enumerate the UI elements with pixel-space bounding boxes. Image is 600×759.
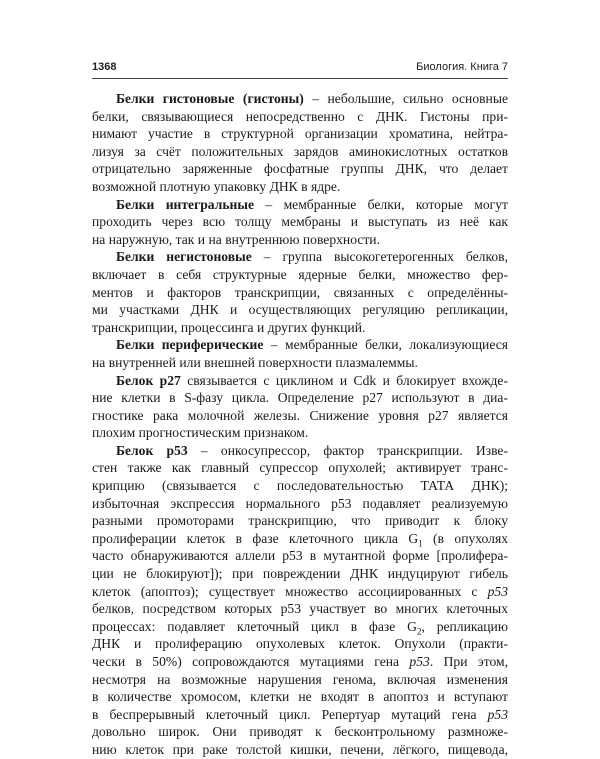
entry-term: Белок р53 xyxy=(116,442,188,458)
page-number: 1368 xyxy=(92,61,117,73)
entry-histones: Белки гистоновые (гистоны) – небольшие, сильно основные белки, связывающиеся непосредственно с ДНК. Гистоны при- нимают участие в структурной организации хроматина, нейтра- лизуя за счёт положительных зарядов аминокислотных остатков отрицательно заряженные фосфатные группы ДНК, что делает возможной плотную упаковку ДНК в ядре. xyxy=(92,91,508,194)
page-body xyxy=(92,90,508,759)
header-rule xyxy=(92,78,508,79)
running-header xyxy=(92,61,508,79)
entry-term: Белки периферические xyxy=(116,337,264,353)
book-title: Биология. Книга 7 xyxy=(416,61,508,73)
entry-p27: Белок р27 связывается с циклином и Cdk и блокирует вхожде- ние клетки в S-фазу цикла. Определение p27 используют в диа- гностике рака молочной железы. Снижение уровня p27 является плохим прогностическим признаком. xyxy=(92,372,508,441)
entry-nonhistone: Белки негистоновые – группа высокогетерогенных белков, включает в себя структурные ядерные белки, множество фер- ментов и факторов транскрипции, связанных с определённы- ми участками ДНК и осуществляющих регуляцию репликации, транскрипции, процессинга и других функций. xyxy=(92,249,508,335)
entry-term: Белки гистоновые (гистоны) xyxy=(116,91,304,106)
entry-term: Белок р27 xyxy=(116,372,181,388)
entry-term: Белки интегральные xyxy=(116,196,255,212)
entry-term: Белки негистоновые xyxy=(116,249,252,265)
entry-integral: Белки интегральные – мембранные белки, которые могут проходить через всю толщу мембраны и выступать из неё как на наружную, так и на внутреннюю поверхности. xyxy=(92,196,508,247)
entry-peripheral: Белки периферические – мембранные белки, локализующиеся на внутренней или внешней поверхности плазмалеммы. xyxy=(92,337,508,370)
entry-p53: Белок р53 – онкосупрессор, фактор транскрипции. Изве- стен также как главный супрессор опухолей; активирует транс- крипцию (связывается с последовательностью ТАТА ДНК); избыточная экспрессия нормального p53 подавляет реализуемую разными промоторами транскрипцию, что приводит к блоку пролиферации клеток в фазе клеточного цикла $G_1$ (в опухолях часто обнаруживаются аллели p53 в мутантной форме [пролифера- ции не блокируют]); при повреждении ДНК индуцируют гибель клеток (апоптоз); существует множество ассоциированных с p53 белков, посредством которых p53 участвует во многих клеточных процессах: подавляет клеточный цикл в фазе $G_2$, репликацию ДНК и пролиферацию опухолевых клеток. Опухоли (практи- чески в 50%) сопровождаются мутациями гена p53. При этом, несмотря на возможные нарушения генома, включая изменения в количестве хромосом, клетки не входят в апоптоз и вступают в беспрерывный клеточный цикл. Репертуар мутаций гена p53 довольно широк. Они приводят к бесконтрольному размноже- нию клеток при раке толстой кишки, печени, лёгкого, пищевода, xyxy=(92,442,508,757)
